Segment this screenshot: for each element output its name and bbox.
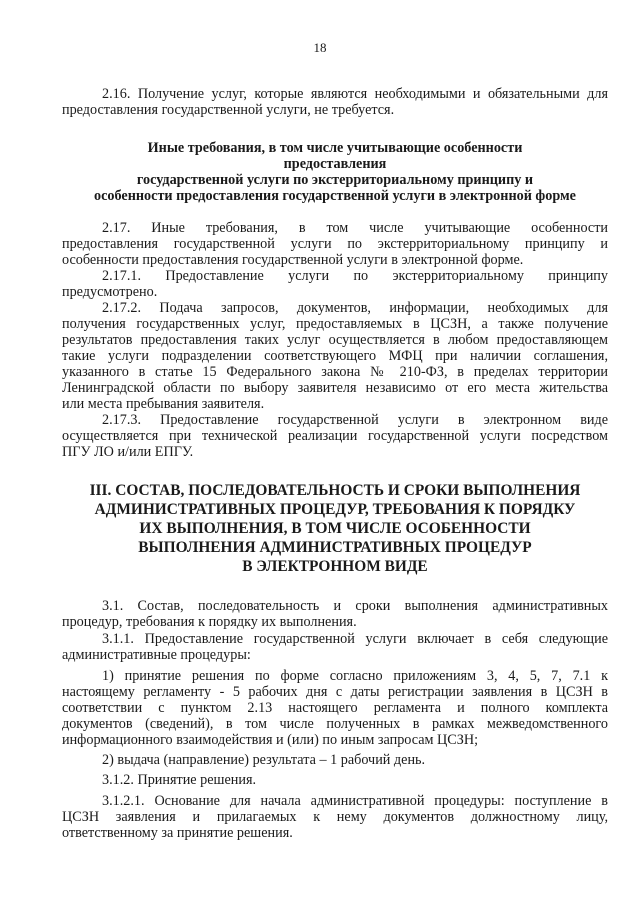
paragraph-3-1-2-1-line-2: ЦСЗН заявления и прилагаемых к нему документов должностному лицу, [62, 809, 608, 825]
paragraph-3-1-2: 3.1.2. Принятие решения. [102, 772, 257, 788]
heading-other-requirements-line-2: предоставления [283, 156, 387, 172]
list-item-1-line-2: настоящему регламенту - 5 рабочих дня с даты регистрации заявления в ЦСЗН в [62, 684, 608, 700]
paragraph-2-16-line-1: 2.16. Получение услуг, которые являются необходимыми и обязательными для [102, 86, 608, 102]
heading-other-requirements-line-4: особенности предоставления государственной услуги в электронной форме [94, 188, 576, 204]
list-item-2: 2) выдача (направление) результата – 1 рабочий день. [102, 752, 426, 768]
list-item-1-line-1: 1) принятие решения по форме согласно приложениям 3, 4, 5, 7, 7.1 к [102, 668, 608, 684]
section-3-heading-line-2: АДМИНИСТРАТИВНЫХ ПРОЦЕДУР, ТРЕБОВАНИЯ К ПОРЯДКУ [94, 501, 576, 518]
page-number: 18 [313, 40, 327, 55]
paragraph-3-1-1-line-2: административные процедуры: [62, 647, 251, 663]
section-3-heading-line-3: ИХ ВЫПОЛНЕНИЯ, В ТОМ ЧИСЛЕ ОСОБЕННОСТИ [139, 520, 531, 537]
paragraph-2-17-2-line-2: получения государственных услуг, предоставляемых в ЦСЗН, а также получение [62, 316, 608, 332]
paragraph-2-17-2-line-3: результатов предоставления таких услуг осуществляется в любом предоставляющем [62, 332, 608, 348]
paragraph-2-17-3-line-3: ПГУ ЛО и/или ЕПГУ. [62, 444, 194, 460]
paragraph-2-17-2-line-1: 2.17.2. Подача запросов, документов, информации, необходимых для [102, 300, 608, 316]
paragraph-2-16-line-2: предоставления государственной услуги, не требуется. [62, 102, 395, 118]
paragraph-2-17-2-line-6: Ленинградской области по выбору заявителя независимо от его места жительства [62, 380, 608, 396]
paragraph-2-17-2-line-5: указанного в статье 15 Федерального закона № 210-ФЗ, в пределах территории [62, 364, 608, 380]
paragraph-3-1-2-1-line-1: 3.1.2.1. Основание для начала административной процедуры: поступление в [102, 793, 608, 809]
paragraph-2-17-line-2: предоставления государственной услуги по экстерриториальному принципу и [62, 236, 608, 252]
paragraph-2-17-2-line-4: такие услуги подразделении соответствующего МФЦ при наличии соглашения, [62, 348, 608, 364]
section-3-heading-line-5: В ЭЛЕКТРОННОМ ВИДЕ [242, 558, 428, 575]
paragraph-2-17-2-line-7: или места пребывания заявителя. [62, 396, 265, 412]
paragraph-2-17-line-1: 2.17. Иные требования, в том числе учитывающие особенности [102, 220, 608, 236]
heading-other-requirements-line-1: Иные требования, в том числе учитывающие особенности [147, 140, 523, 156]
list-item-1-line-3: соответствии с пунктом 2.13 настоящего регламента и полного комплекта [62, 700, 608, 716]
paragraph-3-1-2-1-line-3: ответственному за принятие решения. [62, 825, 293, 841]
paragraph-3-1-1-line-1: 3.1.1. Предоставление государственной услуги включает в себя следующие [102, 631, 608, 647]
section-3-heading-line-4: ВЫПОЛНЕНИЯ АДМИНИСТРАТИВНЫХ ПРОЦЕДУР [138, 539, 532, 556]
list-item-1-line-5: информационного взаимодействия и (или) по иным запросам ЦСЗН; [62, 732, 479, 748]
paragraph-2-17-3-line-1: 2.17.3. Предоставление государственной услуги в электронном виде [102, 412, 608, 428]
paragraph-3-1-line-1: 3.1. Состав, последовательность и сроки выполнения административных [102, 598, 608, 614]
heading-other-requirements-line-3: государственной услуги по экстерриториальному принципу и [136, 172, 534, 188]
paragraph-3-1-line-2: процедур, требования к порядку их выполнения. [62, 614, 357, 630]
paragraph-2-17-3-line-2: осуществляется при технической реализации государственной услуги посредством [62, 428, 608, 444]
paragraph-2-17-line-3: особенности предоставления государственной услуги в электронной форме. [62, 252, 524, 268]
list-item-1-line-4: документов (сведений), в том числе полученных в рамках межведомственного [62, 716, 608, 732]
paragraph-2-17-1-line-2: предусмотрено. [62, 284, 158, 300]
paragraph-2-17-1-line-1: 2.17.1. Предоставление услуги по экстерриториальному принципу [102, 268, 608, 284]
section-3-heading-line-1: III. СОСТАВ, ПОСЛЕДОВАТЕЛЬНОСТЬ И СРОКИ ВЫПОЛНЕНИЯ [89, 482, 581, 499]
